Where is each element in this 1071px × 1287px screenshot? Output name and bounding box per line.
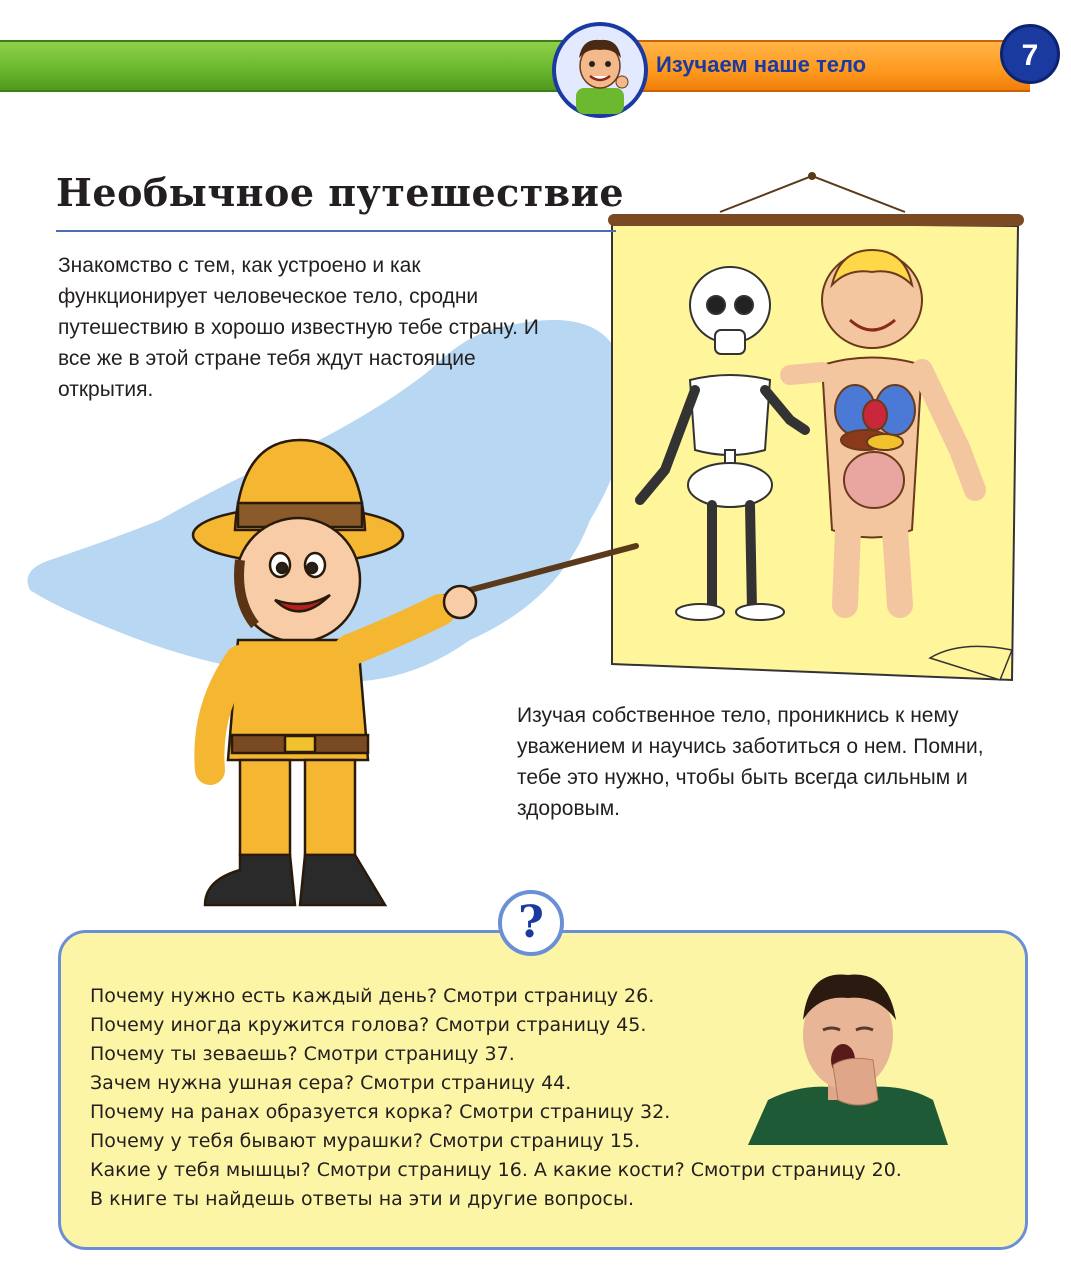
care-note-paragraph: Изучая собственное тело, проникнись к нему уважением и научись заботиться о нем. Помни, тебе это нужно, чтобы быть всегда сильным и здоровым. bbox=[517, 704, 984, 820]
question-item: Почему нужно есть каждый день? Смотри страницу 26. bbox=[90, 985, 655, 1007]
question-item: В книге ты найдешь ответы на эти и другие вопросы. bbox=[90, 1188, 634, 1210]
question-item: Зачем нужна ушная сера? Смотри страницу 44. bbox=[90, 1072, 572, 1094]
page-title: Необычное путешествие bbox=[56, 170, 625, 215]
question-mark-icon: ? bbox=[498, 890, 564, 956]
intro-paragraph: Знакомство с тем, как устроено и как функционирует человеческое тело, сродни путешествию в хорошо известную тебе страну. И все же в этой стране тебя ждут настоящие открытия. bbox=[58, 254, 539, 401]
header-bar-green bbox=[0, 40, 600, 92]
section-title: Изучаем наше тело bbox=[656, 52, 867, 77]
mascot-boy-icon bbox=[552, 22, 648, 118]
question-item: Почему у тебя бывают мурашки? Смотри страницу 15. bbox=[90, 1130, 641, 1152]
question-item: Почему ты зеваешь? Смотри страницу 37. bbox=[90, 1043, 515, 1065]
question-item: Почему на ранах образуется корка? Смотри страницу 32. bbox=[90, 1101, 671, 1123]
page-number: 7 bbox=[1000, 24, 1060, 84]
anatomy-poster bbox=[608, 172, 1024, 680]
question-item: Какие у тебя мышцы? Смотри страницу 16. А какие кости? Смотри страницу 20. bbox=[90, 1159, 902, 1181]
title-divider bbox=[56, 230, 616, 232]
question-item: Почему иногда кружится голова? Смотри страницу 45. bbox=[90, 1014, 647, 1036]
yawning-boy-photo bbox=[748, 960, 948, 1145]
